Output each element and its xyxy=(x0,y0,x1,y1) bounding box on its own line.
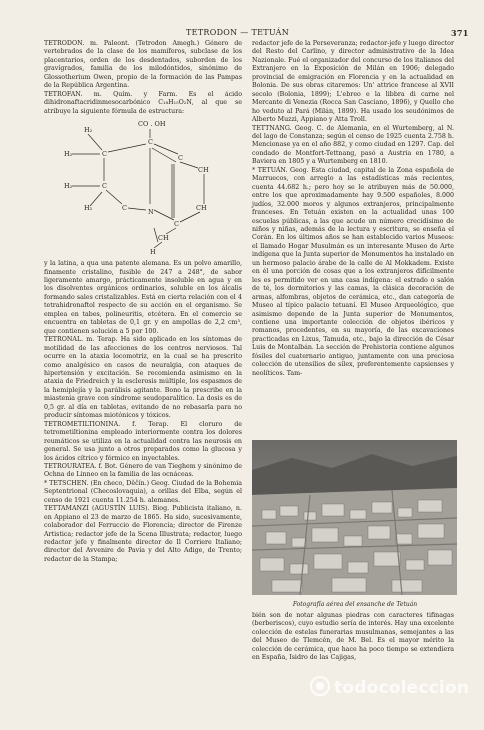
formula-label-c-right: C xyxy=(178,154,183,163)
formula-label-c-left2: C xyxy=(102,182,107,191)
watermark xyxy=(310,676,480,698)
photo-caption: Fotografía aérea del ensanche de Tetuán xyxy=(292,601,418,608)
aerial-photo xyxy=(252,440,457,595)
formula-label-c-top: C xyxy=(148,138,153,147)
right-column xyxy=(252,40,454,378)
entry-tetrouratea: TETROURATEA. f. Bot. Género de van Tieghem y sinónimo de Ochna de Linneo en la familia de las ocnáceas. xyxy=(44,462,242,479)
entry-tetrofan-cont: y la latina, a qua una patente alemana. Es un polvo amarillo, finamente cristalino, fusible de 247 a 248°, de sabor ligeramente amargo, prácticamente insoluble en agua y en los disolventes orgánicos ordinarios, soluble en los álcalis formando sales cristalizables. Está en cierta relación con el 4 tetrahidronaftol respecto de su acción en el organismo. Se emplea en tabes, polineuritis, etcétera. En el comercio se encuentra en tabletas de 0,1 gr. y en ampollas de 2,2 cm³, que contienen solución a 5 por 100. xyxy=(44,260,242,335)
entry-tetschen: * TETSCHEN. (En checo, Děčín.) Geog. Ciudad de la Bohemia Septentrional (Checoslovaquia), a orillas del Elba, según el censo de 1921 cuenta 11.254 h. alemanes. xyxy=(44,479,242,504)
structural-formula xyxy=(44,118,242,258)
formula-label-h2-d: H₂ xyxy=(84,204,93,213)
entry-tetronal: TETRONAL. m. Terap. Ha sido aplicado en los síntomas de motilidad de las afecciones de los centros nerviosos. Tal ocurre en la ataxia locomotriz, en la cual se ha prescrito como analgésico en casos de neuralgia, con ataques de hipertensión y excitación. Se recomienda asimismo en la ataxia de Friedreich y la esclerosis múltiple, los espasmos de la hemiplejía y la parálisis agitante. Bono la prescribe en la miastenia grave con síndrome seudoparalítico. La dosis es de 0,5 gr. al día en tabletas, evitando de no rebasarla para no producir síntomas miotónicos y tóxicos. xyxy=(44,336,242,420)
formula-label-ch-2: CH xyxy=(196,204,207,213)
formula-label-ch-1: CH xyxy=(198,166,209,175)
formula-label-c-low: C xyxy=(122,204,127,213)
entry-tettamanzi: TETTAMANZI (AGUSTÍN LUIS). Biog. Publicista italiano, n. en Appiano el 23 de marzo de 1865. Ha sido, sucesivamente, colaborador del Ferruccio de Florencia; director de Firenze Artistica; redactor jefe de la Scena Illustrata; redactor, luego redactor jefe y finalmente director de Il Corriere Italiano; director del Avvenire de Pavía y del Alto Adige, de Trento; redactor de la Stampa; xyxy=(44,505,242,563)
running-head-title: TETRODON — TETUÁN xyxy=(186,28,290,37)
entry-tetuan: * TETUÁN. Geog. Esta ciudad, capital de la Zona española de Marruecos, con arreglo a las estadísticas más recientes, cuenta 44.682 h.; pero hoy se le atribuyen más de 50.000, entre los que aproximadamente hay 9.500 españoles, 8.000 judíos, 32.000 moros y algunos extranjeros, principalmente franceses. En Tetuán existen en la actualidad unas 100 escuelas públicas, a las que acude un número crecidísimo de niños y niñas, además de la lectura y escritura, se enseña el Corán. En los últimos años se han establecido varios Museos: el llamado Hogar Musulmán es un interesante Museo de Arte indígena que la Junta superior de Monumentos ha instalado en un hermoso palacio árabe de la calle de Al Mokkadem. Existe en él una porción de cosas que a los extranjeros difícilmente les es permitido ver en una casa indígena: el estrado o salón de té, los dormitorios y las camas, la clásica decoración de armas, alfombras, objetos de cerámica, etc., dan categoría de Museo al típico palacio tetuaní. El Museo Arqueológico, que asimismo depende de la Junta superior de Monumentos, contiene una importante colección de objetos ibéricos y romanos, procedentes, en su mayoría, de las excavaciones practicadas en Lixus, Tamuda, etc., bajo la dirección de César Luis de Montalbán. La sección de Prehistoria contiene algunos fósiles del cuaternario antiguo, juntamente con una preciosa colección de utensilios de sílex, preferentemente capsienses y neolíticos. Tam- xyxy=(252,166,454,377)
entry-tetrometiltionina: TETROMETILTIONINA. f. Terap. El cloruro de tetrometiltionina empleado interiormente contra los dolores reumáticos se utiliza en la actualidad contra las neurosis en general. Se usa junto a otros preparados como la glucosa y los ácidos cítrico y fórmico en inyectables. xyxy=(44,420,242,462)
formula-label-c-bottom: C xyxy=(174,220,179,229)
formula-label-c-left: C xyxy=(102,150,107,159)
formula-label-h2-c: H₂ xyxy=(64,182,73,191)
formula-label-ch-3: CH xyxy=(158,234,169,243)
page-number: 371 xyxy=(451,28,469,38)
formula-label-n: N xyxy=(148,208,154,217)
watermark-text: todocoleccion xyxy=(334,678,470,698)
left-column xyxy=(44,40,242,564)
structural-formula-drawing xyxy=(62,118,222,258)
formula-label-h2-a: H₂ xyxy=(84,126,93,135)
entry-tettnang: TETTNANG. Geog. C. de Alemania, en el Wurtemberg, al N. del lago de Constanza; según el censo de 1925 cuenta 2.758 h. Mencionase ya en el año 882, y como ciudad en 1297. Cap. del condado de Montfort-Tettnang, pasó a Austria en 1780, a Baviera en 1805 y a Wurtemberg en 1810. xyxy=(252,124,454,166)
entry-tetrodon: TETRODON. m. Paleont. (Tetrodon Amegh.) Género de vertebrados de la clase de los mamíferos, subclase de los placentarios, orden de los desdentados, suborden de los gravígrados, familia de los milodóntidos, sinónimo de Glossotherium Owen, propio de la formación de las Pampas de la República Argentina. xyxy=(44,40,242,90)
right-column-bottom xyxy=(252,612,454,663)
formula-label-h-bottom: H xyxy=(150,248,156,257)
watermark-logo-icon xyxy=(310,676,330,696)
formula-label-h2-b: H₂ xyxy=(64,150,73,159)
formula-label-carboxyl: CO . OH xyxy=(138,120,166,129)
entry-tettamanzi-cont: redactor jefe de la Perseveranza; redactor-jefe y luego director del Resto del Carlino, y director administrativo de la Idea Nazionale. Fué el organizador del concurso de los italianos del Extranjero en la Exposición de Milán en 1906; delegado provincial de emigración en Florencia y en la actualidad en Bolonia. De sus obras citaremos: Un' attrice francese al XVII secolo (Bolonia, 1899); L'ebreo e la libbra di carne nel Mercante di Venezia (Rocca San Casciano, 1896), y Quello che ho veduto al Pará (Milán, 1899). Ha usado los seudónimos de Alberto Muzzi, Appiano y Atta Troll. xyxy=(252,40,454,124)
aerial-photo-drawing xyxy=(252,440,457,595)
entry-tetuan-cont: bién son de notar algunas piedras con caracteres tifinagas (berberiscos), cuyo estudio sería de interés. Hay una excelente colección de estelas funerarias musulmanas, semejantes a las del Museo de Tlemcén, de M. Bel. Es el mayor mérito la colección de cerámica, que hace ha poco tiempo se extendiera en España, Isidro de las Cajigas, xyxy=(252,612,454,662)
entry-tetrofan: TETROFAN. m. Quím. y Farm. Es el ácido dihidronaftacridinmesocarbónico C₁₈H₁₅O₂N, al que se atribuye la siguiente fórmula de estructura: xyxy=(44,90,242,115)
